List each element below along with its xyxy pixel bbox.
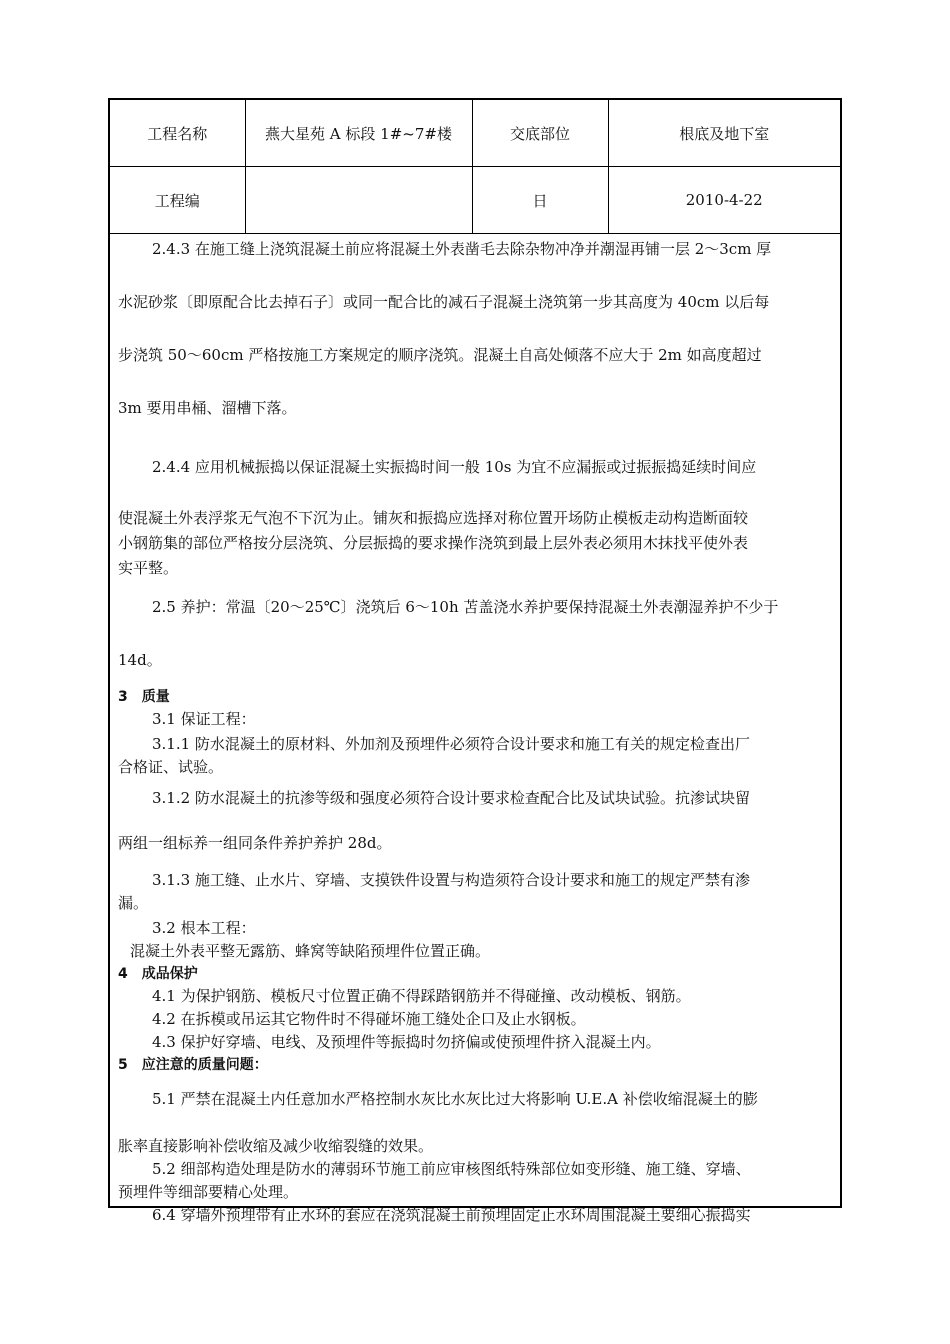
part-value: 根底及地下室: [608, 100, 840, 167]
project-no-label: 工程编: [110, 167, 245, 234]
paragraph-line: 步浇筑 50～60cm 严格按施工方案规定的顺序浇筑。混凝土自高处倾落不应大于 2m 如高度超过: [118, 346, 762, 364]
paragraph-line: 6.4 穿墙外预埋带有止水环的套应在浇筑混凝土前预埋固定止水环周围混凝土要细心振捣实: [152, 1206, 751, 1224]
paragraph-line: 3.1.3 施工缝、止水片、穿墙、支摸铁件设置与构造须符合设计要求和施工的规定严禁有渗: [152, 871, 750, 889]
date-label: 日: [472, 167, 608, 234]
paragraph-line: 2.5 养护：常温〔20～25℃〕浇筑后 6～10h 苫盖浇水养护要保持混凝土外表潮湿养护不少于: [152, 598, 779, 616]
paragraph-line: 5.1 严禁在混凝土内任意加水严格控制水灰比水灰比过大将影响 U.E.A 补偿收缩混凝土的膨: [152, 1090, 758, 1108]
paragraph-line: 胀率直接影响补偿收缩及减少收缩裂缝的效果。: [118, 1137, 434, 1155]
paragraph-line: 3.1 保证工程：: [152, 710, 256, 728]
section-heading: 4 成品保护: [118, 966, 198, 982]
paragraph-line: 小钢筋集的部位严格按分层浇筑、分层振捣的要求操作浇筑到最上层外表必须用木抹找平使外表: [118, 534, 749, 552]
paragraph-line: 4.2 在拆模或吊运其它物件时不得碰坏施工缝处企口及止水钢板。: [152, 1010, 586, 1028]
paragraph-line: 3.1.2 防水混凝土的抗渗等级和强度必须符合设计要求检查配合比及试块试验。抗渗试块留: [152, 789, 750, 807]
document-frame: [108, 98, 842, 1224]
project-name-label: 工程名称: [110, 100, 245, 167]
paragraph-line: 合格证、试验。: [118, 758, 224, 776]
project-name-value: 燕大星苑 A 标段 1#~7#楼: [245, 100, 472, 167]
section-heading: 3 质量: [118, 689, 170, 705]
part-label: 交底部位: [472, 100, 608, 167]
paragraph-line: 两组一组标养一组同条件养护养护 28d。: [118, 834, 392, 852]
paragraph-line: 混凝土外表平整无露筋、蜂窝等缺陷预埋件位置正确。: [130, 942, 491, 960]
paragraph-line: 5.2 细部构造处理是防水的薄弱环节施工前应审核图纸特殊部位如变形缝、施工缝、穿墙、: [152, 1160, 751, 1178]
content-body: [110, 236, 840, 1224]
paragraph-line: 实平整。: [118, 559, 179, 577]
date-value: 2010-4-22: [608, 167, 840, 234]
paragraph-line: 2.4.4 应用机械振捣以保证混凝土实振捣时间一般 10s 为宜不应漏振或过振振捣延续时间应: [152, 458, 757, 476]
header-table: [110, 100, 840, 234]
paragraph-line: 预埋件等细部要精心处理。: [118, 1183, 299, 1201]
header-row-2: [110, 167, 840, 234]
paragraph-line: 4.1 为保护钢筋、模板尺寸位置正确不得踩踏钢筋并不得碰撞、改动模板、钢筋。: [152, 987, 691, 1005]
paragraph-line: 使混凝土外表浮浆无气泡不下沉为止。铺灰和振捣应选择对称位置开场防止模板走动构造断面较: [118, 509, 749, 527]
section-heading: 5 应注意的质量问题：: [118, 1057, 268, 1073]
paragraph-line: 14d。: [118, 651, 162, 669]
paragraph-line: 3.2 根本工程：: [152, 919, 256, 937]
paragraph-line: 3m 要用串桶、溜槽下落。: [118, 399, 297, 417]
header-row-1: [110, 100, 840, 167]
paragraph-line: 2.4.3 在施工缝上浇筑混凝土前应将混凝土外表凿毛去除杂物冲净并潮湿再铺一层 2～3cm 厚: [152, 240, 772, 258]
paragraph-line: 水泥砂浆〔即原配合比去掉石子〕或同一配合比的减石子混凝土浇筑第一步其高度为 40cm 以后每: [118, 293, 770, 311]
project-no-value: [245, 167, 472, 234]
paragraph-line: 4.3 保护好穿墙、电线、及预埋件等振捣时勿挤偏或使预埋件挤入混凝土内。: [152, 1033, 661, 1051]
paragraph-line: 漏。: [118, 894, 149, 912]
paragraph-line: 3.1.1 防水混凝土的原材料、外加剂及预埋件必须符合设计要求和施工有关的规定检查出厂: [152, 735, 750, 753]
